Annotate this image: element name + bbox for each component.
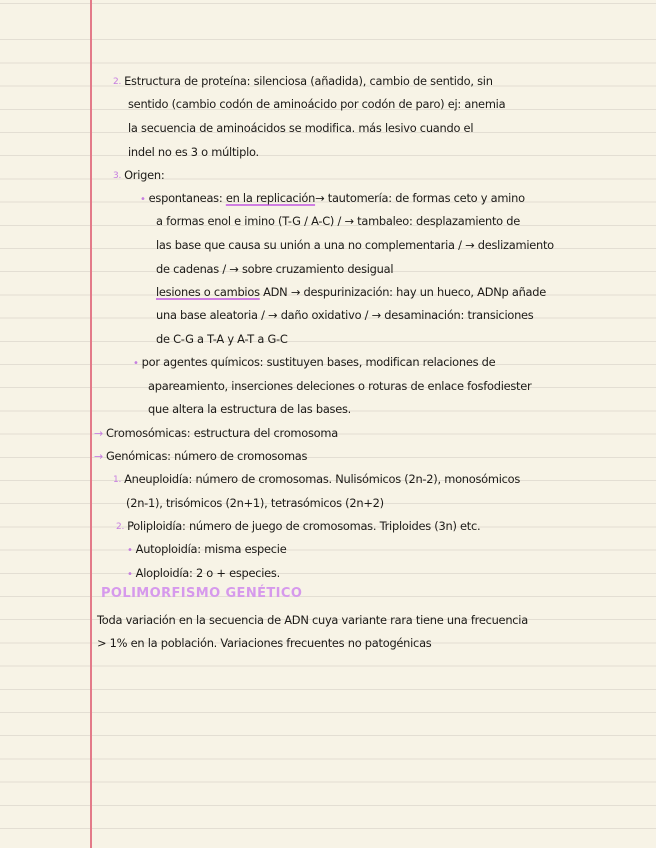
- note-line-4: [128, 145, 259, 159]
- arrow-mark: →: [94, 427, 103, 440]
- note-line-23: [97, 613, 528, 627]
- note-line-22: [127, 566, 280, 582]
- note-line-18: [113, 472, 520, 487]
- underlined-text: lesiones o cambios: [156, 285, 260, 299]
- note-line-14: [148, 379, 531, 393]
- note-text: > 1% en la población. Variaciones frecuentes no patogénicas: [97, 636, 432, 650]
- list-number: 3.: [113, 171, 122, 181]
- note-line-15: [148, 402, 351, 416]
- note-text: a formas enol e imino (T-G / A-C) / → tambaleo: desplazamiento de: [156, 214, 521, 228]
- note-text: por agentes químicos: sustituyen bases, modifican relaciones de: [141, 355, 496, 369]
- list-number: 2.: [113, 77, 122, 87]
- note-text: las base que causa su unión a una no complementaria / → deslizamiento: [156, 238, 554, 252]
- note-text: Autoploidía: misma especie: [135, 542, 287, 556]
- bullet-mark: •: [140, 194, 146, 205]
- note-line-24: [97, 636, 432, 650]
- note-text: (2n-1), trisómicos (2n+1), tetrasómicos (2n+2): [126, 496, 384, 510]
- note-text: Origen:: [124, 168, 165, 182]
- note-text: ADN → despurinización: hay un hueco, ADNp añade: [259, 285, 547, 299]
- underlined-text: en la replicación: [225, 191, 316, 205]
- bullet-mark: •: [133, 358, 139, 369]
- bullet-mark: •: [127, 569, 133, 580]
- note-text: la secuencia de aminoácidos se modifica. más lesivo cuando el: [128, 121, 474, 135]
- note-line-10: [156, 285, 546, 299]
- note-text: de C-G a T-A y A-T a G-C: [156, 332, 288, 346]
- note-text: Poliploidía: número de juego de cromosomas. Triploides (3n) etc.: [127, 519, 481, 533]
- note-line-7: [156, 214, 520, 228]
- note-text: Cromosómicas: estructura del cromosoma: [105, 426, 338, 440]
- note-line-12: [156, 332, 288, 346]
- note-line-20: [116, 519, 480, 534]
- note-text: Aneuploidía: número de cromosomas. Nulisómicos (2n-2), monosómicos: [124, 472, 521, 486]
- note-line-19: [126, 496, 384, 510]
- note-line-2: [128, 97, 505, 111]
- note-line-17: [94, 449, 307, 464]
- note-line-8: [156, 238, 554, 252]
- note-text: → tautomería: de formas ceto y amino: [315, 191, 525, 205]
- note-text: espontaneas:: [148, 191, 226, 205]
- note-line-1: [113, 74, 493, 89]
- note-text: una base aleatoria / → daño oxidativo / → desaminación: transiciones: [156, 308, 534, 322]
- note-text: Toda variación en la secuencia de ADN cuya variante rara tiene una frecuencia: [97, 613, 528, 627]
- note-text: apareamiento, inserciones deleciones o roturas de enlace fosfodiester: [148, 379, 532, 393]
- note-line-13: [133, 355, 495, 371]
- list-number: 2.: [116, 522, 125, 532]
- note-line-16: [94, 426, 338, 441]
- note-line-9: [156, 262, 393, 276]
- note-text: Genómicas: número de cromosomas: [105, 449, 308, 463]
- note-text: sentido (cambio codón de aminoácido por codón de paro) ej: anemia: [128, 97, 506, 111]
- bullet-mark: •: [127, 545, 133, 556]
- note-text: de cadenas / → sobre cruzamiento desigual: [156, 262, 394, 276]
- note-line-3: [128, 121, 473, 135]
- note-line-21: [127, 542, 286, 558]
- note-text: indel no es 3 o múltiplo.: [128, 145, 259, 159]
- arrow-mark: →: [94, 450, 103, 463]
- list-number: 1.: [113, 475, 122, 485]
- note-text: Aloploidía: 2 o + especies.: [135, 566, 280, 580]
- section-heading: POLIMORFISMO GENÉTICO: [101, 586, 303, 601]
- note-line-5: [113, 168, 164, 183]
- note-line-11: [156, 308, 533, 322]
- note-line-6: [140, 191, 525, 207]
- note-text: que altera la estructura de las bases.: [148, 402, 352, 416]
- note-text: Estructura de proteína: silenciosa (añadida), cambio de sentido, sin: [124, 74, 493, 88]
